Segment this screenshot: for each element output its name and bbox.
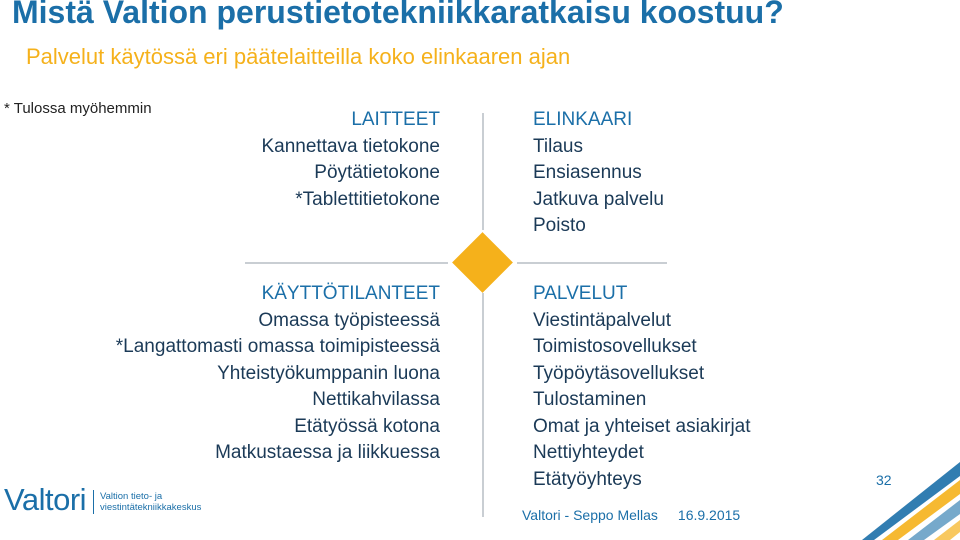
usage-block bbox=[116, 281, 440, 467]
footer-date: 16.9.2015 bbox=[677, 507, 741, 523]
lifecycle-block bbox=[533, 107, 664, 240]
logo-wordmark: Valtori bbox=[4, 482, 87, 517]
center-diamond bbox=[452, 232, 513, 293]
logo-tagline bbox=[100, 491, 201, 513]
footer-presenter: Valtori - Seppo Mellas bbox=[522, 507, 658, 523]
services-item: Toimistosovellukset bbox=[533, 336, 697, 357]
usage-item: Etätyössä kotona bbox=[294, 415, 440, 437]
vertical-divider-top bbox=[482, 113, 484, 230]
services-item: Nettiyhteydet bbox=[533, 442, 644, 463]
usage-heading: KÄYTTÖTILANTEET bbox=[261, 283, 440, 304]
services-item: Viestintäpalvelut bbox=[533, 309, 672, 331]
services-item: Etätyöyhteys bbox=[533, 468, 642, 490]
lifecycle-item: Poisto bbox=[533, 215, 586, 236]
services-item: Työpöytäsovellukset bbox=[533, 362, 705, 384]
footer bbox=[522, 507, 740, 523]
services-heading: PALVELUT bbox=[533, 283, 628, 304]
usage-item: *Langattomasti omassa toimipisteessä bbox=[115, 336, 440, 357]
lifecycle-heading: ELINKAARI bbox=[533, 109, 633, 130]
usage-item: Matkustaessa ja liikkuessa bbox=[215, 442, 440, 463]
page-number: 32 bbox=[876, 472, 892, 488]
devices-item: *Tablettitietokone bbox=[295, 188, 440, 210]
slide-title: Mistä Valtion perustietotekniikkaratkaisu koostuu? bbox=[12, 0, 784, 30]
horizontal-divider-right bbox=[517, 262, 667, 264]
vertical-divider-bottom bbox=[482, 293, 484, 517]
lifecycle-item: Jatkuva palvelu bbox=[533, 188, 664, 210]
logo-separator bbox=[93, 490, 94, 514]
lifecycle-item: Tilaus bbox=[533, 135, 583, 157]
usage-item: Yhteistyökumppanin luona bbox=[217, 362, 440, 384]
slide-subtitle: Palvelut käytössä eri päätelaitteilla koko elinkaaren ajan bbox=[26, 44, 571, 69]
logo-tagline-line: Valtion tieto- ja bbox=[100, 491, 163, 502]
later-note: * Tulossa myöhemmin bbox=[4, 100, 152, 117]
valtori-logo bbox=[4, 482, 204, 522]
horizontal-divider-left bbox=[245, 262, 448, 264]
devices-block bbox=[261, 107, 440, 213]
services-item: Tulostaminen bbox=[533, 389, 647, 410]
usage-item: Omassa työpisteessä bbox=[258, 309, 440, 331]
lifecycle-item: Ensiasennus bbox=[533, 162, 642, 183]
usage-item: Nettikahvilassa bbox=[312, 389, 440, 410]
services-item: Omat ja yhteiset asiakirjat bbox=[533, 415, 751, 437]
devices-item: Kannettava tietokone bbox=[261, 135, 440, 157]
devices-heading: LAITTEET bbox=[351, 109, 440, 130]
logo-tagline-line: viestintätekniikkakeskus bbox=[100, 502, 202, 513]
devices-item: Pöytätietokone bbox=[314, 162, 440, 183]
services-block bbox=[533, 281, 751, 493]
